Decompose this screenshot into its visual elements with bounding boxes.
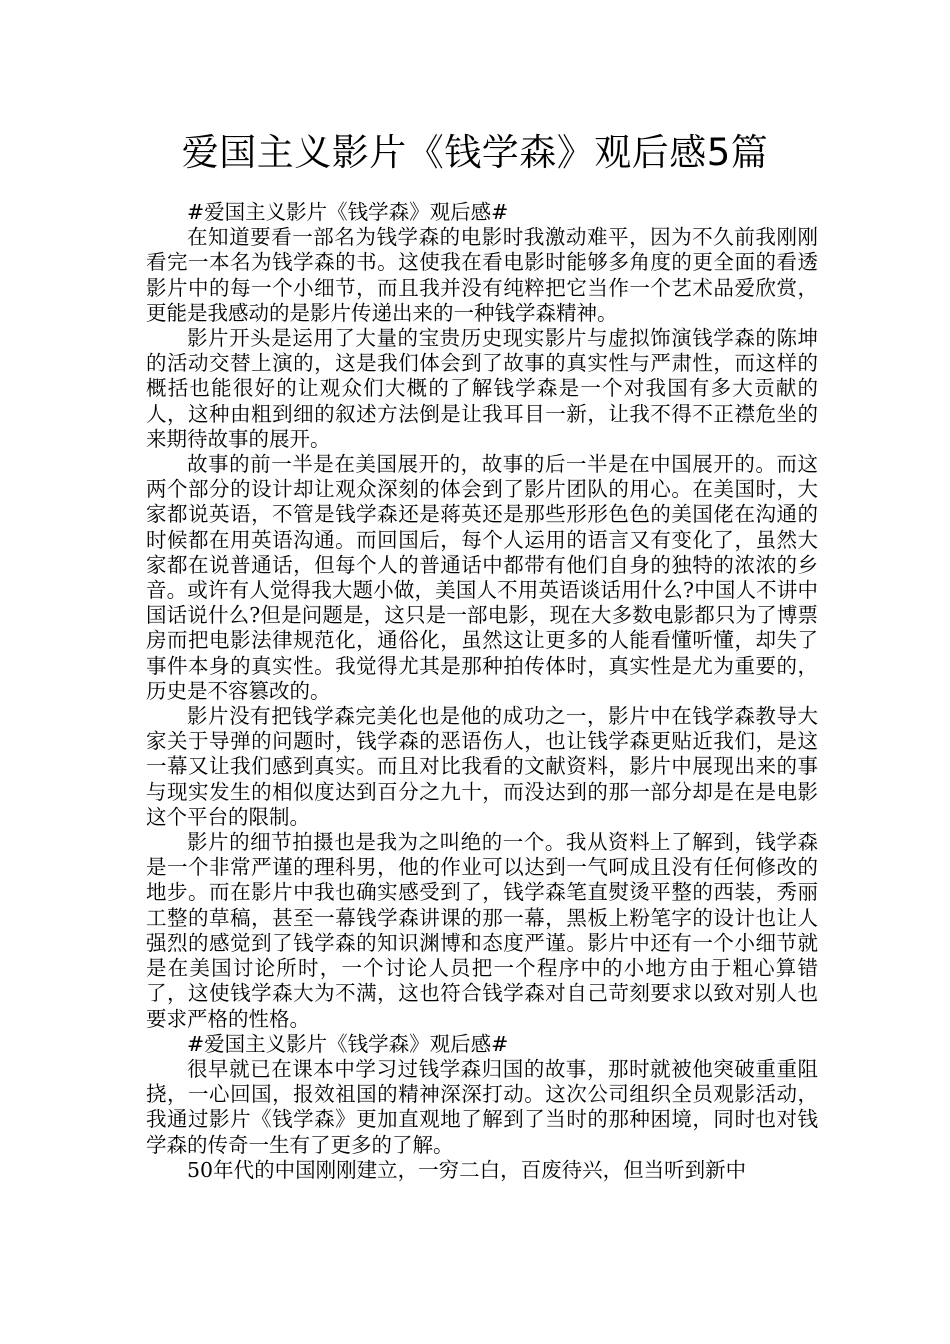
paragraph-section-heading: #爱国主义影片《钱学森》观后感# [187,1031,509,1056]
paragraph: 故事的前一半是在美国展开的，故事的后一半是在中国展开的。而这两个部分的设计却让观众深刻的体会到了影片团队的用心。在美国时，大家都说英语，不管是钱学森还是蒋英还是那些形形色色的美国佬在沟通的时候都在用英语沟通。而回国后，每个人运用的语言又有变化了，虽然大家都在说普通话，但每个人的普通话中都带有他们自身的独特的浓浓的乡音。或许有人觉得我大题小做，美国人不用英语谈话用什么?中国人不讲中国话说什么?但是问题是，这只是一部电影，现在大多数电影都只为了博票房而把电影法律规范化，通俗化，虽然这让更多的人能看懂听懂，却失了事件本身的真实性。我觉得尤其是那种拍传体时，真实性是尤为重要的，历史是不容篡改的。 [146,452,818,703]
document-title: 爱国主义影片《钱学森》观后感5篇 [181,131,769,174]
document-body [146,200,818,1183]
paragraph: 影片没有把钱学森完美化也是他的成功之一，影片中在钱学森教导大家关于导弹的问题时，钱学森的恶语伤人，也让钱学森更贴近我们，是这一幕又让我们感到真实。而且对比我看的文献资料，影片中展现出来的事与现实发生的相似度达到百分之九十，而没达到的那一部分却是在是电影这个平台的限制。 [146,704,818,829]
paragraph: 很早就已在课本中学习过钱学森归国的故事，那时就被他突破重重阻挠，一心回国，报效祖国的精神深深打动。这次公司组织全员观影活动，我通过影片《钱学森》更加直观地了解到了当时的那种困境，同时也对钱学森的传奇一生有了更多的了解。 [146,1056,818,1157]
paragraph: 50年代的中国刚刚建立，一穷二白，百废待兴，但当听到新中 [187,1157,747,1182]
paragraph-section-heading: #爱国主义影片《钱学森》观后感# [187,200,509,224]
paragraph: 影片开头是运用了大量的宝贵历史现实影片与虚拟饰演钱学森的陈坤的活动交替上演的，这是我们体会到了故事的真实性与严肃性，而这样的概括也能很好的让观众们大概的了解钱学森是一个对我国有多大贡献的人，这种由粗到细的叙述方法倒是让我耳目一新，让我不得不正襟危坐的来期待故事的展开。 [146,326,818,451]
paragraph: 在知道要看一部名为钱学森的电影时我激动难平，因为不久前我刚刚看完一本名为钱学森的书。这使我在看电影时能够多角度的更全面的看透影片中的每一个小细节，而且我并没有纯粹把它当作一个艺术品爱欣赏，更能是我感动的是影片传递出来的一种钱学森精神。 [146,225,818,325]
paragraph: 影片的细节拍摄也是我为之叫绝的一个。我从资料上了解到，钱学森是一个非常严谨的理科男，他的作业可以达到一气呵成且没有任何修改的地步。而在影片中我也确实感受到了，钱学森笔直熨烫平整的西装，秀丽工整的草稿，甚至一幕钱学森讲课的那一幕，黑板上粉笔字的设计也让人强烈的感觉到了钱学森的知识渊博和态度严谨。影片中还有一个小细节就是在美国讨论所时，一个讨论人员把一个程序中的小地方由于粗心算错了，这使钱学森大为不满，这也符合钱学森对自己苛刻要求以致对别人也要求严格的性格。 [146,830,818,1031]
